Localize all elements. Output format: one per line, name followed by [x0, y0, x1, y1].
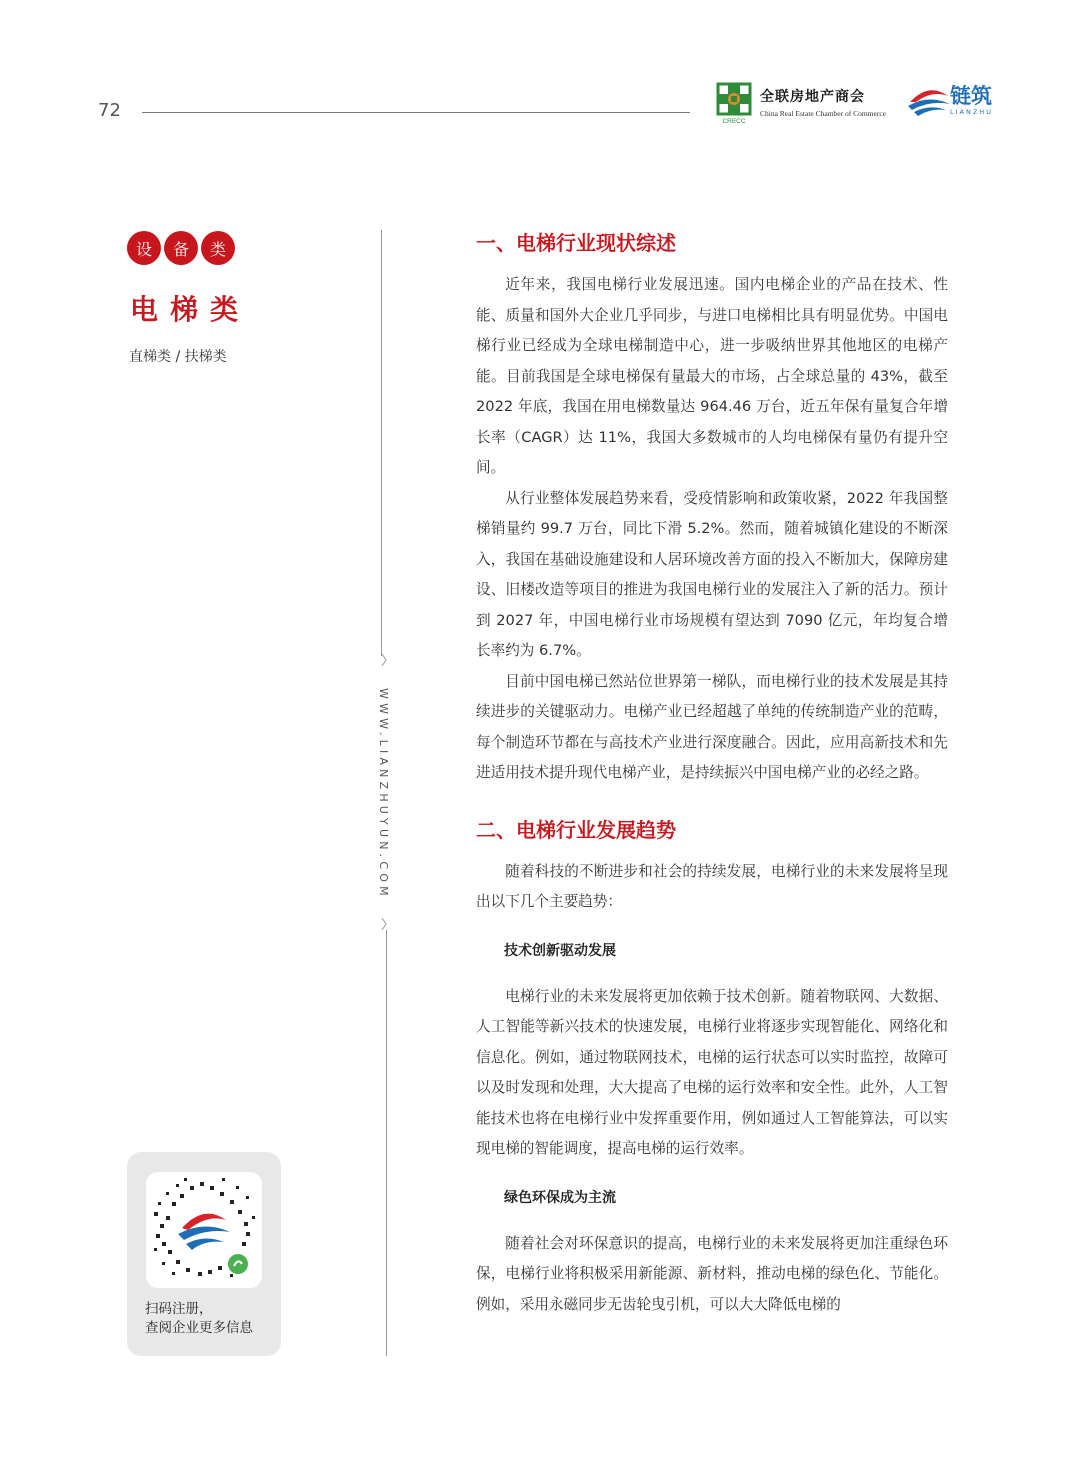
category-badge: 类: [201, 231, 235, 265]
section2-heading: 二、电梯行业发展趋势: [476, 817, 676, 842]
crecc-name-en: China Real Estate Chamber of Commerce: [760, 109, 887, 118]
crecc-abbr: CRECC: [722, 118, 746, 124]
section1-heading: 一、电梯行业现状综述: [476, 231, 676, 255]
header-rule: [142, 112, 690, 113]
divider-line-top: [381, 230, 382, 656]
section-title: 电梯类: [130, 293, 251, 326]
chevron-divider-icon: [376, 654, 388, 666]
qr-card: [127, 1152, 281, 1356]
paragraph: 随着社会对环保意识的提高，电梯行业的未来发展将更加注重绿色环保，电梯行业将积极采用新能源、新材料，推动电梯的绿色化、节能化。例如，采用永磁同步无齿轮曳引机，可以大大降低电梯的: [476, 1234, 948, 1313]
qr-caption-line: 扫码注册，: [145, 1301, 213, 1317]
qr-caption-line: 查阅企业更多信息: [145, 1320, 253, 1336]
crecc-name: [760, 86, 886, 118]
chevron-divider-icon: [376, 918, 388, 930]
lianzhu-name: [950, 84, 993, 116]
qr-code[interactable]: [146, 1172, 262, 1288]
vertical-url: WWW.LIANZHUYUN.COM: [377, 688, 390, 900]
lianzhu-logo-icon: [906, 84, 952, 118]
category-badge: 备: [164, 231, 198, 265]
qr-code-icon: [146, 1172, 262, 1288]
crecc-name-cn: 全联房地产商会: [760, 89, 865, 105]
paragraph: 从行业整体发展趋势来看，受疫情影响和政策收紧，2022 年我国整梯销量约 99.7 万台，同比下滑 5.2%。然而，随着城镇化建设的不断深入，我国在基础设施建设和人居环境改善方面的投入不断加大，保障房建设、旧楼改造等项目的推进为我国电梯行业的发展注入了新的活力。预计到 2027 年，中国电梯行业市场规模有望达到 7090 亿元，年均复合增长率约为 6.7%。: [476, 489, 948, 659]
crecc-logo-icon: [716, 82, 752, 124]
paragraph: 近年来，我国电梯行业发展迅速。国内电梯企业的产品在技术、性能、质量和国外大企业几乎同步，与进口电梯相比具有明显优势。中国电梯行业已经成为全球电梯制造中心，进一步吸纳世界其他地区的电梯产能。目前我国是全球电梯保有量最大的市场，占全球总量的 43%，截至 2022 年底，我国在用电梯数量达 964.46 万台，近五年保有量复合年增长率（CAGR）达 11%，我国大多数城市的人均电梯保有量仍有提升空间。: [476, 276, 948, 476]
page-number: 72: [98, 100, 121, 121]
qr-caption: [145, 1300, 253, 1338]
paragraph: 目前中国电梯已然站位世界第一梯队，而电梯行业的技术发展是其持续进步的关键驱动力。电梯产业已经超越了单纯的传统制造产业的范畴，每个制造环节都在与高技术产业进行深度融合。因此，应用高新技术和先进适用技术提升现代电梯产业，是持续振兴中国电梯产业的必经之路。: [476, 672, 948, 781]
paragraph: 随着科技的不断进步和社会的持续发展，电梯行业的未来发展将呈现出以下几个主要趋势：: [476, 862, 948, 910]
paragraph: 电梯行业的未来发展将更加依赖于技术创新。随着物联网、大数据、人工智能等新兴技术的快速发展，电梯行业将逐步实现智能化、网络化和信息化。例如，通过物联网技术，电梯的运行状态可以实时监控，故障可以及时发现和处理，大大提高了电梯的运行效率和安全性。此外，人工智能技术也将在电梯行业中发挥重要作用，例如通过人工智能算法，可以实现电梯的智能调度，提高电梯的运行效率。: [476, 987, 948, 1157]
divider-line-bottom: [386, 930, 387, 1356]
category-badges: [127, 231, 238, 265]
trend1-heading: 技术创新驱动发展: [504, 942, 616, 959]
subcategories: 直梯类 / 扶梯类: [129, 349, 227, 365]
lianzhu-name-en: LIANZHU: [950, 108, 993, 116]
article-body: [476, 226, 948, 1320]
category-badge: 设: [127, 231, 161, 265]
trend2-heading: 绿色环保成为主流: [504, 1189, 616, 1206]
lianzhu-name-cn: 链筑: [950, 84, 992, 108]
